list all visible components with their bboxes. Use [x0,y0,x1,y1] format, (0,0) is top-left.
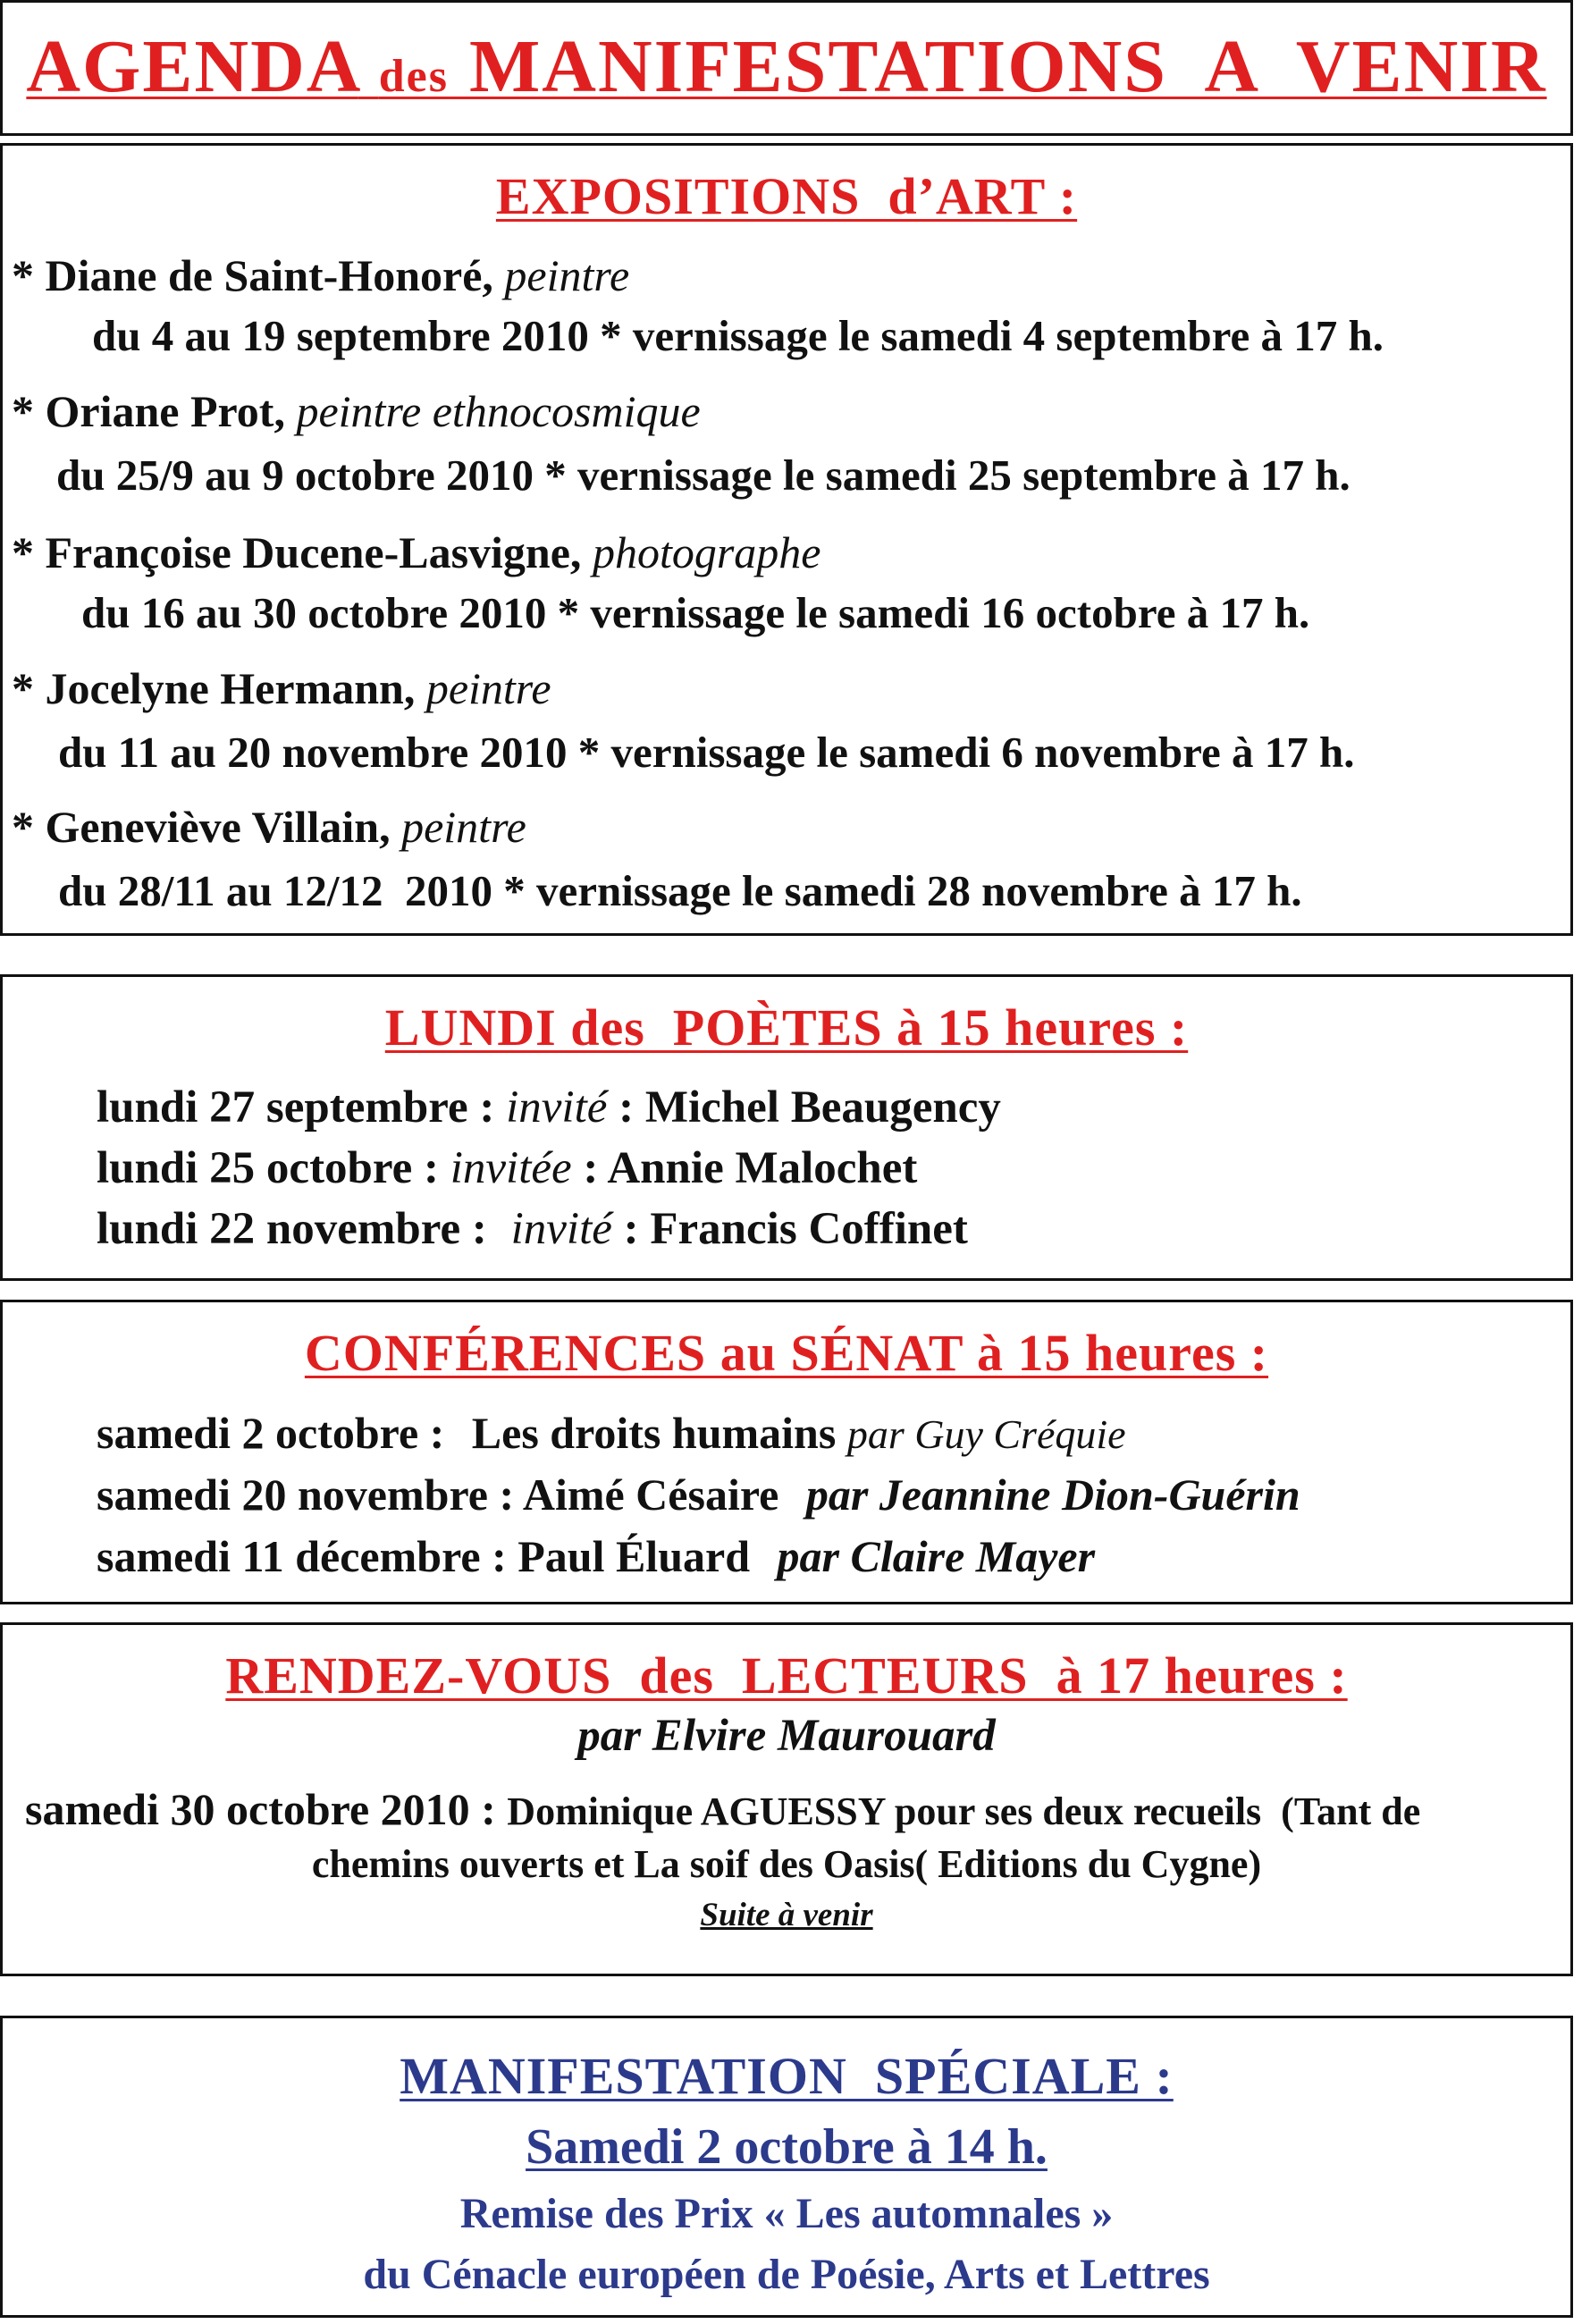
artist-name: Oriane Prot, [45,386,285,436]
suite-link[interactable]: Suite à venir [700,1897,873,1933]
poetes-box [0,974,1573,1281]
conference-speaker: par Claire Mayer [777,1531,1096,1581]
poete-label: invité [510,1204,612,1254]
conference-topic: Aimé Césaire [522,1469,779,1520]
conference-row [97,1405,1126,1462]
artist-role: peintre [504,250,630,300]
expo-dates: du 4 au 19 septembre 2010 * vernissage le samedi 4 septembre à 17 h. [92,311,1384,360]
poete-date: lundi 25 octobre : [97,1143,439,1193]
speciale-line1: Remise des Prix « Les automnales » [459,2190,1114,2237]
poete-row [97,1201,968,1257]
poete-guest: : Francis Coffinet [623,1204,968,1254]
page-title [3,22,1570,122]
title-agenda: AGENDA [26,25,358,108]
expositions-title: EXPOSITIONS d’ART : [495,167,1078,225]
bullet-star: * [12,663,34,713]
poete-label: invitée [450,1143,572,1193]
expo-dates: du 28/11 au 12/12 2010 * vernissage le samedi 28 novembre à 17 h. [58,866,1302,915]
speciale-box [0,2016,1573,2318]
artist-name: Geneviève Villain, [45,802,391,852]
speciale-title: MANIFESTATION SPÉCIALE : [400,2047,1174,2105]
expo-dates: du 16 au 30 octobre 2010 * vernissage le samedi 16 octobre à 17 h. [81,588,1310,637]
lecteurs-title: RENDEZ-VOUS des LECTEURS à 17 heures : [225,1646,1348,1705]
expositions-box [0,143,1573,936]
conference-row [97,1528,1095,1584]
conferences-box [0,1300,1573,1604]
expo-dates: du 11 au 20 novembre 2010 * vernissage le samedi 6 novembre à 17 h. [58,728,1355,777]
conference-date: samedi 11 décembre : [97,1531,507,1581]
artist-name: Diane de Saint-Honoré, [45,250,493,300]
artist-role: peintre ethnocosmique [296,386,701,436]
speciale-line2: du Cénacle européen de Poésie, Arts et Lettres [363,2251,1210,2298]
expo-dates: du 25/9 au 9 octobre 2010 * vernissage le samedi 25 septembre à 17 h. [56,450,1351,500]
poete-date: lundi 22 novembre : [97,1204,487,1254]
bullet-star: * [12,386,34,436]
artist-role: peintre [425,663,551,713]
conference-speaker: par Guy Créquie [846,1411,1126,1457]
conference-date: samedi 20 novembre : [97,1469,515,1520]
lecteurs-subtitle: par Elvire Maurouard [577,1711,996,1761]
lecteurs-date: samedi 30 octobre 2010 : [25,1784,496,1834]
lecteurs-text: Dominique AGUESSY pour ses deux recueils (Tant de [507,1789,1421,1833]
conferences-title: CONFÉRENCES au SÉNAT à 15 heures : [304,1324,1269,1382]
bullet-star: * [12,802,34,852]
poete-date: lundi 27 septembre : [97,1082,495,1133]
lecteurs-row [25,1781,1420,1840]
poete-label: invité [506,1082,608,1133]
poete-row [97,1141,917,1196]
title-manifestations: MANIFESTATIONS A VENIR [469,25,1547,108]
bullet-star: * [12,250,34,300]
poete-guest: : Michel Beaugency [618,1082,1001,1133]
title-des: des [378,51,450,102]
speciale-date: Samedi 2 octobre à 14 h. [526,2119,1048,2175]
lecteurs-box [0,1622,1573,1976]
conference-topic: Les droits humains [471,1408,837,1458]
poete-guest: : Annie Malochet [583,1143,918,1193]
header-box [0,0,1573,136]
lecteurs-text-cont: chemins ouverts et La soif des Oasis( Editions du Cygne) [311,1842,1262,1886]
artist-role: photographe [592,527,821,577]
bullet-star: * [12,527,34,577]
artist-role: peintre [401,802,526,852]
poetes-title: LUNDI des POÈTES à 15 heures : [384,998,1189,1057]
conference-date: samedi 2 octobre : [97,1408,445,1458]
conference-row [97,1467,1300,1522]
artist-name: Jocelyne Hermann, [45,663,416,713]
conference-topic: Paul Éluard [518,1531,751,1581]
artist-name: Françoise Ducene-Lasvigne, [45,527,582,577]
conference-speaker: par Jeannine Dion-Guérin [805,1469,1300,1520]
poete-row [97,1080,1001,1135]
